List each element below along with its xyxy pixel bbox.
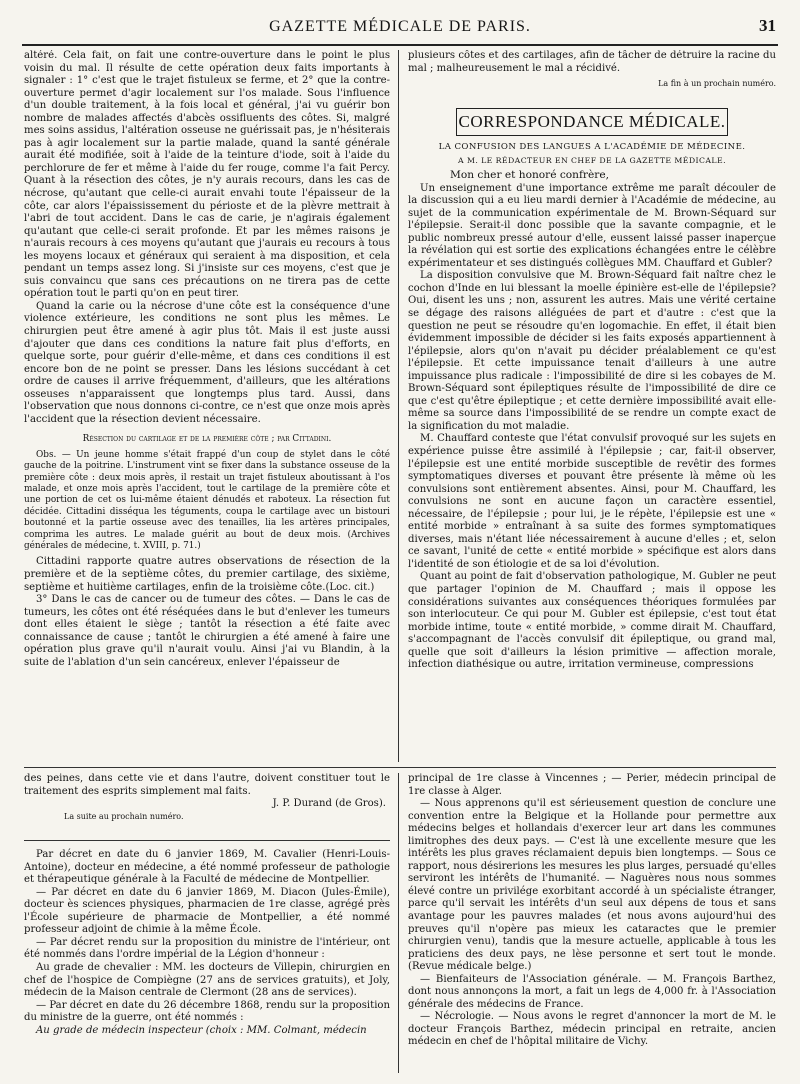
bottom-right-paragraph-4: — Nécrologie. — Nous avons le regret d'annoncer la mort de M. le docteur François Barthez, médecin principal en retraite, ancien médecin en chef de l'hôpital militaire de Vichy. [408, 1011, 776, 1048]
bottom-right-paragraph-1: principal de 1re classe à Vincennes ; — Perier, médecin principal de 1re classe à Alger. [408, 773, 776, 797]
bottom-right-paragraph-3: — Bienfaiteurs de l'Association générale. — M. François Barthez, dont nous annonçons la mort, a fait un legs de 4,000 fr. à l'Association générale des médecins de France. [408, 973, 776, 1010]
news-item-5: — Par décret en date du 26 décembre 1868, rendu sur la proposition du ministre de la guerre, ont été nommés : [24, 999, 390, 1024]
salutation: Mon cher et honoré confrère, [450, 168, 609, 181]
left-paragraph-1: altéré. Cela fait, on fait une contre-ouverture dans le point le plus voisin du mal. Il résulte de cette opération deux faits importants à signaler : 1° c'est que le trajet fistuleux se ferme, et 2° que la contre-ouverture permet d'agir localement sur l'os malade. Sous l'influence d'un double traitement, à la fois local et général, j'ai vu guérir bon nombre de malades affectés d'abcès ossifluents des côtes. Si, malgré mes soins assidus, l'altération osseuse ne guérissait pas, je n'hésiterais pas à agir localement sur la partie malade, quand la santé générale aurait été modifiée, soit à l'aide de la teinture d'iode, soit à l'aide du perchlorure de fer et même à l'aide du fer rouge, comme l'a fait Percy. Quant à la résection des côtes, je n'y aurais recours, dans les cas de nécrose, qu'autant que celle-ci aurait envahi toute l'épaisseur de la côte, car alors l'épaississement du périoste et de la plèvre mettrait à l'abri de tout accident. Dans le cas de carie, je n'agirais également qu'autant que celle-ci serait profonde. Et par les mêmes raisons je n'aurais recours à ces moyens qu'autant que j'aurais eu recours à tous les moyens locaux et généraux qui seraient à ma disposition, et cela pendant un temps assez long. Si j'insiste sur ces moyens, c'est que je suis convaincu que sans ces précautions on ne tirera pas de cette opération tout le parti qu'on en peut tirer. [24, 50, 390, 300]
section-title-box [456, 108, 728, 136]
right-paragraph-2: Un enseignement d'une importance extrême me paraît découler de la discussion qui a eu lieu mardi dernier à l'Académie de médecine, au sujet de la communication expérimentale de M. Brown-Séquard sur l'épilepsie. Serait-il donc possible que la savante compagnie, et le public nombreux pressé autour d'elle, eussent laissé passer inaperçue la révélation qui est sortie des explications échangées entre le célèbre expérimentateur et ses distingués collègues MM. Chauffard et Gubler? [408, 182, 776, 269]
news-item-4: Au grade de chevalier : MM. les docteurs de Villepin, chirurgien en chef de l'hospice de Compiègne (27 ans de services gratuits), et Joly, médecin de la Maison centrale de Clermont (28 ans de services). [24, 961, 390, 999]
left-subheading: Résection du cartilage et de la première côte ; par Cittadini. [82, 434, 332, 445]
left-paragraph-4: 3° Dans le cas de cancer ou de tumeur des côtes. — Dans le cas de tumeurs, les côtes ont été réséquées dans le but d'enlever les tumeurs dont elles étaient le siège ; tantôt la résection a été faite avec connaissance de cause ; tantôt le chirurgien a été amené à faire une opération plus grave qu'il n'aurait voulu. Ainsi j'ai vu Blandin, à la suite de l'ablation d'un sein cancéreux, enlever l'épaisseur de [24, 594, 390, 668]
left-paragraph-2: Quand la carie ou la nécrose d'une côte est la conséquence d'une violence extérieure, les conditions ne sont plus les mêmes. Le chirurgien peut être amené à agir plus tôt. Mais il est juste aussi d'ajouter que dans ces conditions la nature fait plus d'efforts, en quelque sorte, pour guérir d'elle-même, et dans ces conditions il est encore bon de ne point se presser. Dans les lésions succédant à cet ordre de causes il arrive fréquemment, d'ailleurs, que les altérations osseuses n'apparaissent que longtemps plus tard. Aussi, dans l'observation que nous donnons ci-contre, ce n'est que onze mois après l'accident que la résection devient nécessaire. [24, 300, 390, 425]
news-item-2: — Par décret en date du 6 janvier 1869, M. Diacon (Jules-Émile), docteur ès sciences physiques, pharmacien de 1re classe, agrégé près l'École supérieure de pharmacie de Montpellier, a été nommé professeur adjoint de chimie à la même École. [24, 886, 390, 936]
news-item-1: Par décret en date du 6 janvier 1869, M. Cavalier (Henri-Louis-Antoine), docteur en médecine, a été nommé professeur de pathologie et thérapeutique générale à la Faculté de médecine de Montpellier. [24, 849, 390, 886]
observation-paragraph: Obs. — Un jeune homme s'était frappé d'un coup de stylet dans le côté gauche de la poitrine. L'instrument vint se fixer dans la substance osseuse de la première côte : deux mois après, il restait un trajet fistuleux aboutissant à l'os malade, et onze mois après l'accident, tout le cartilage de la première côte et une portion de cet os lui-même étaient dénudés et raboteux. La résection fut décidée. Cittadini disséqua les téguments, coupa le cartilage avec un bistouri boutonné et la partie osseuse avec des tenailles, lia les artères principales, comprima les autres. Le malade guérit au bout de deux mois. (Archives générales de médecine, t. XVIII, p. 71.) [24, 449, 390, 552]
correspondence-address: A M. LE RÉDACTEUR EN CHEF DE LA GAZETTE MÉDICALE. [458, 155, 726, 165]
column-divider-top [398, 50, 399, 762]
bottom-left-paragraph-1: des peines, dans cette vie et dans l'autre, doivent constituer tout le traitement des esprits simplement mal faits. [24, 773, 390, 797]
column-divider-bottom [398, 773, 399, 1073]
continuation-note: La fin à un prochain numéro. [658, 79, 776, 89]
page-number: 31 [759, 16, 776, 35]
right-column [408, 50, 776, 764]
section-title: CORRESPONDANCE MÉDICALE. [458, 111, 726, 131]
right-paragraph-4: M. Chauffard conteste que l'état convulsif provoqué sur les sujets en expérience puisse être assimilé à l'épilepsie ; car, fait-il observer, l'épilepsie est une entité morbide susceptible de revêtir des formes symptomatiques diverses et pouvant être présente là même où les convulsions sont entièrement absentes. Ainsi, pour M. Chauffard, les convulsions ne sont en aucune façon un caractère essentiel, nécessaire, de l'épilepsie ; pour lui, je le répète, l'épilepsie est une « entité morbide » entraînant à sa suite des formes symptomatiques diverses, mais n'étant liée nécessairement à aucune d'elles ; et, selon ce savant, l'unité de cette « entité morbide » spécifique est alors dans l'identité de son étiologie et de sa loi d'évolution. [408, 433, 776, 570]
correspondence-subtitle: LA CONFUSION DES LANGUES A L'ACADÉMIE DE MÉDECINE. [438, 141, 746, 152]
bottom-left-column [24, 773, 390, 1075]
bottom-right-paragraph-2: — Nous apprenons qu'il est sérieusement question de conclure une convention entre la Belgique et la Hollande pour permettre aux médecins belges et hollandais d'exercer leur art dans les communes limitrophes des deux pays. — C'est là une excellente mesure que les intérêts les plus graves réclamaient depuis bien longtemps. — Sous ce rapport, nous désirerions les mesures les plus larges, persuadé qu'elles serviront les intérêts de l'humanité. — Naguères nous nous sommes élevé contre un privilége exorbitant accordé à un spécialiste étranger, parce qu'il servait les intérêts d'un seul aux dépens de tous et sans avantage pour les pauvres malades (et nous avons aujourd'hui des preuves qu'il n'opère pas mieux les cataractes que le premier chirurgien venu), tandis que la mesure actuelle, applicable à tous les praticiens des deux pays, ne lèse personne et sert tout le monde. (Revue médicale belge.) [408, 798, 776, 973]
left-column [24, 50, 390, 764]
left-paragraph-3: Cittadini rapporte quatre autres observations de résection de la première et de la septième côtes, du premier cartilage, des sixième, septième et huitième cartilages, enfin de la troisième côte.(Loc. cit.) [24, 556, 390, 593]
news-item-6: Au grade de médecin inspecteur (choix : MM. Colmant, médecin [36, 1024, 367, 1036]
right-paragraph-3: La disposition convulsive que M. Brown-Séquard fait naître chez le cochon d'Inde en lui blessant la moelle épinière est-elle de l'épilepsie? Oui, disent les uns ; non, assurent les autres. Mais une vérité certaine se dégage des raisons alléguées de part et d'autre : c'est que la question ne peut se résoudre qu'en logomachie. En effet, il était bien évidemment impossible de décider si les faits exposés appartiennent à l'épilepsie, alors qu'on n'avait pu décider préalablement ce qu'est l'épilepsie. Et cette impuissance tenait d'ailleurs à une autre impuissance plus radicale : l'impossibilité de dire si les cobayes de M. Brown-Séquard sont épileptiques résulte de l'impossibilité de dire ce que c'est qu'être épileptique ; et cette dernière impossibilité avait elle-même sa source dans l'impossibilité de se rendre un compte exact de la signification du mot maladie. [408, 270, 776, 432]
bottom-right-column [408, 773, 776, 1075]
continuation-note-bottom: La suite au prochain numéro. [64, 811, 184, 821]
journal-title: GAZETTE MÉDICALE DE PARIS. [269, 18, 531, 35]
page-header [22, 14, 778, 46]
author-signature: J. P. Durand (de Gros). [272, 798, 386, 810]
news-item-3: — Par décret rendu sur la proposition du ministre de l'intérieur, ont été nommés dans l'ordre impérial de la Légion d'honneur : [24, 936, 390, 961]
horizontal-divider [24, 767, 776, 768]
right-paragraph-5: Quant au point de fait d'observation pathologique, M. Gubler ne peut que partager l'opinion de M. Chauffard ; mais il oppose les considérations suivantes aux conséquences théoriques formulées par son interlocuteur. Ce qui pour M. Gubler est épilepsie, c'est tout état morbide intime, toute « entité morbide, » comme dirait M. Chauffard, s'accompagnant de l'accès convulsif dit épileptique, ou grand mal, quelle que soit d'ailleurs la lésion primitive — affection morale, infection diathésique ou autre, irritation vermineuse, compressions [408, 571, 776, 671]
news-divider [24, 840, 390, 841]
right-paragraph-1: plusieurs côtes et des cartilages, afin de tâcher de détruire la racine du mal ; malheureusement le mal a récidivé. [408, 50, 776, 74]
